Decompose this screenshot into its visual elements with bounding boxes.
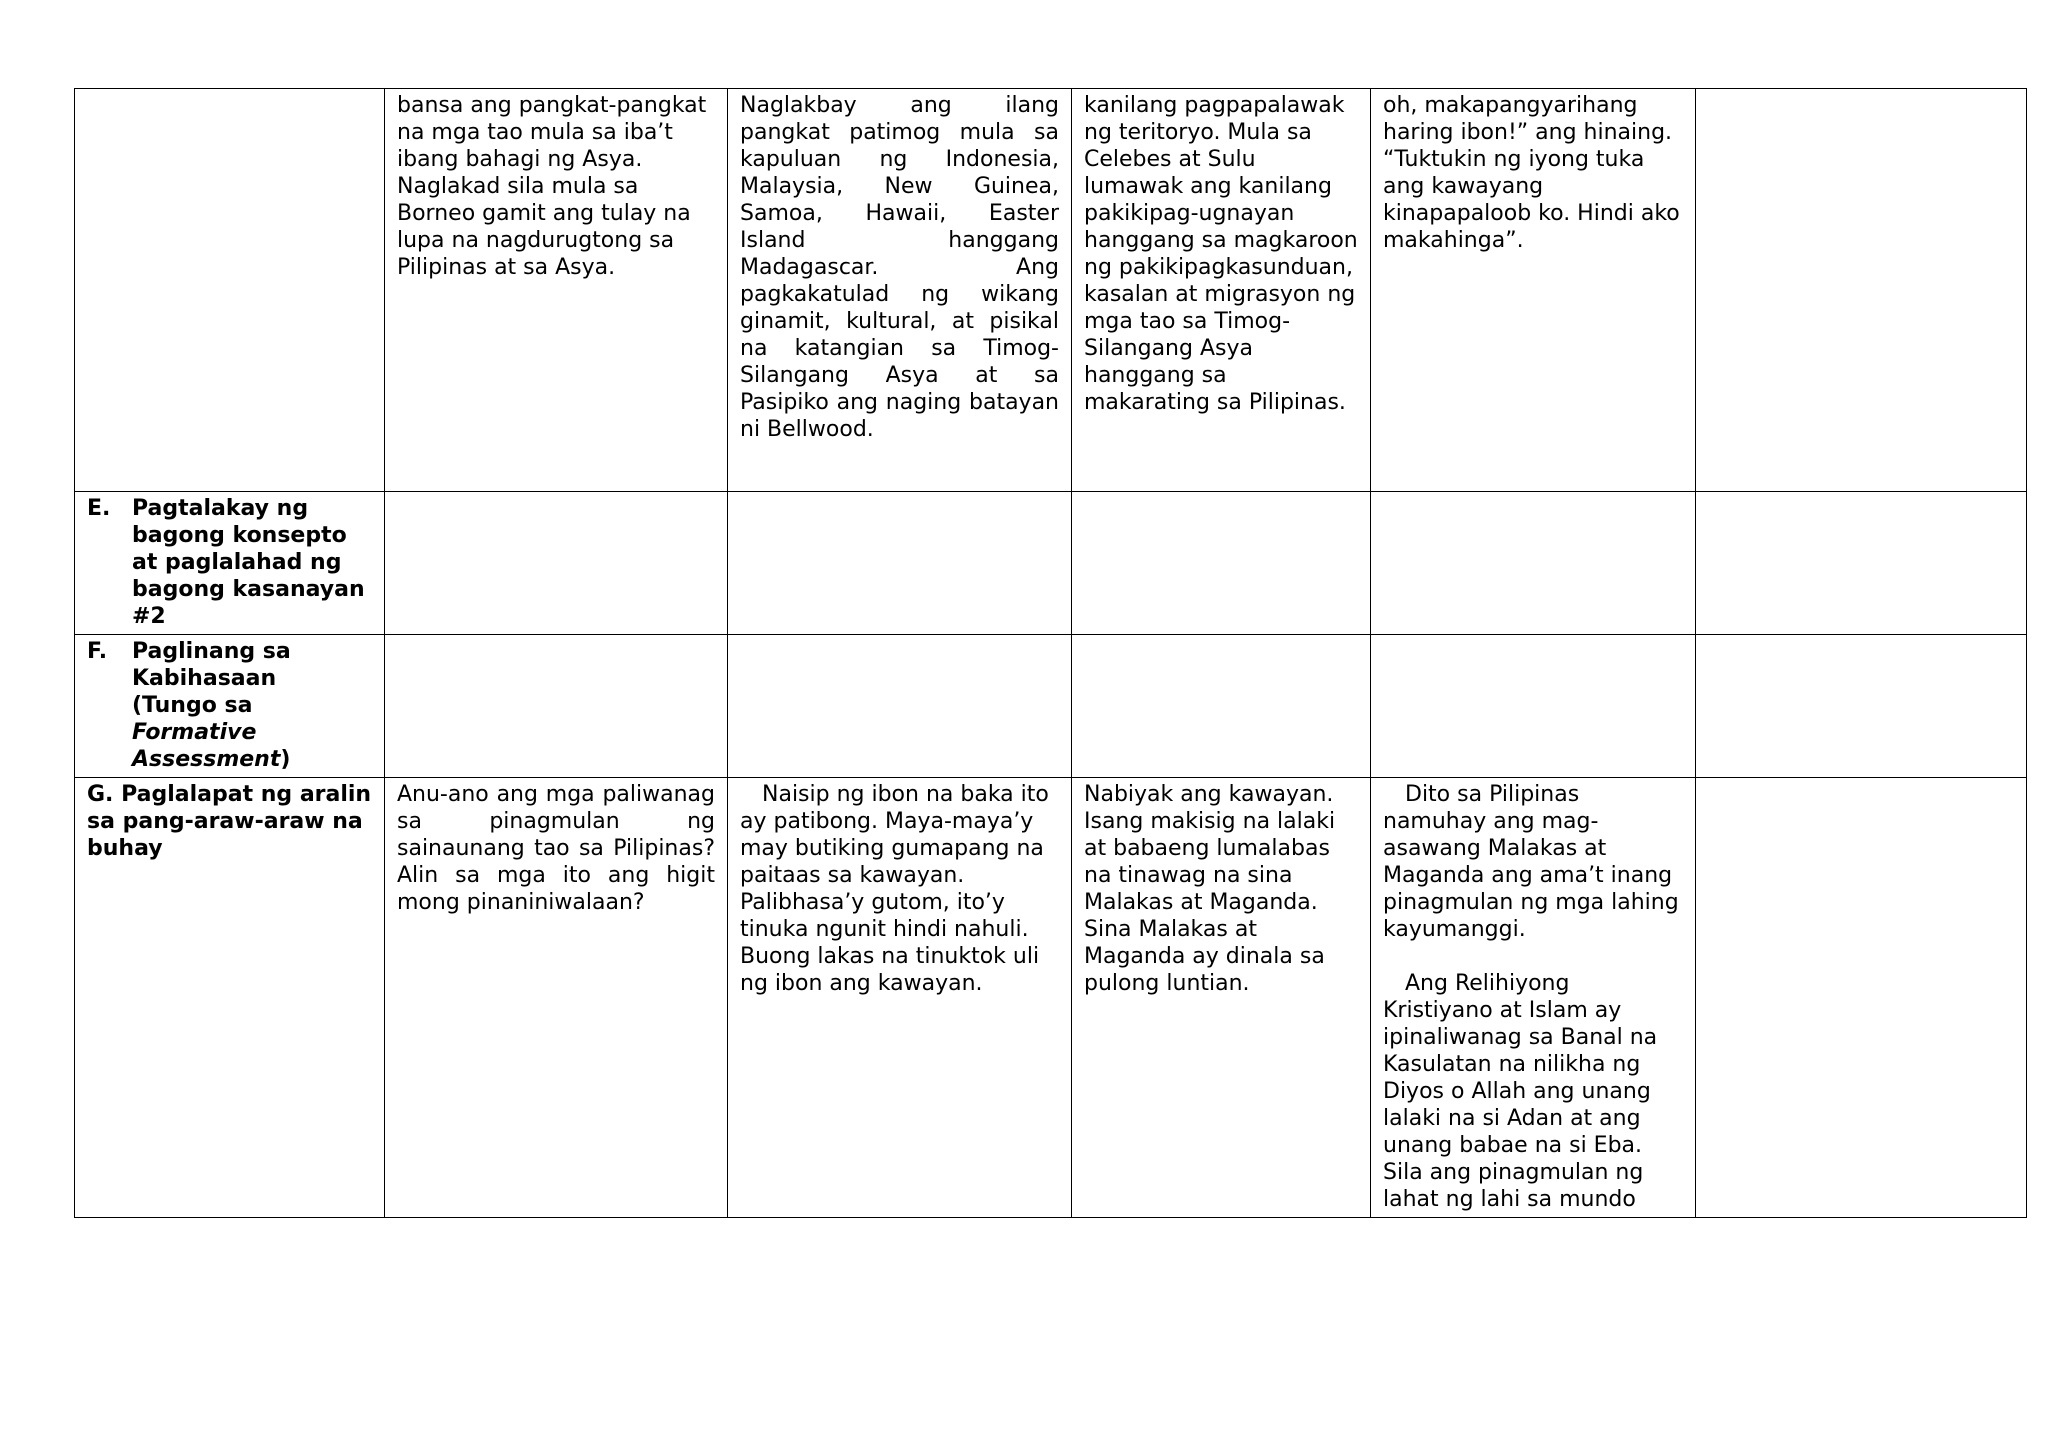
table-cell [1696,492,2027,635]
table-cell: oh, makapangyarihang haring ibon!” ang hinaing. “Tuktukin ng iyong tuka ang kawayang kinapapaloob ko. Hindi ako makahinga”. [1371,89,1696,492]
table-row [75,89,2027,492]
row-label [132,638,372,773]
table-cell [728,635,1072,778]
row-letter: F. [87,639,108,664]
row-label-line: Paglinang sa Kabihasaan [132,639,291,691]
table-cell: bansa ang pangkat-pangkat na mga tao mula sa iba’t ibang bahagi ng Asya. Naglakad sila mula sa Borneo gamit ang tulay na lupa na nagdurugtong sa Pilipinas at sa Asya. [385,89,728,492]
row-label-italic: Formative Assessment [132,720,281,772]
row-label-line: (Tungo sa [132,693,253,718]
table-cell: Nabiyak ang kawayan. Isang makisig na lalaki at babaeng lumalabas na tinawag na sina Malakas at Maganda. Sina Malakas at Maganda ay dinala sa pulong luntian. [1072,778,1371,1218]
table-cell: Naglakbay ang ilang pangkat patimog mula sa kapuluan ng Indonesia, Malaysia, New Guinea, Samoa, Hawaii, Easter Island hanggang Madagascar. Ang pagkakatulad ng wikang ginamit, kultural, at pisikal na katangian sa Timog-Silangang Asya at sa Pasipiko ang naging batayan ni Bellwood. [728,89,1072,492]
paragraph: Ang Relihiyong Kristiyano at Islam ay ipinaliwanag sa Banal na Kasulatan na nilikha ng Diyos o Allah ang unang lalaki na si Adan at ang unang babae na si Eba. Sila ang pinagmulan ng lahat ng lahi sa mundo [1383,971,1658,1212]
table-cell: Anu-ano ang mga paliwanag sa pinagmulan ng sainaunang tao sa Pilipinas? Alin sa mga ito ang higit mong pinaniniwalaan? [385,778,728,1218]
paragraph: Dito sa Pilipinas namuhay ang mag-asawang Malakas at Maganda ang ama’t inang pinagmulan ng mga lahing kayumanggi. [1383,782,1679,942]
table-cell [1371,635,1696,778]
table-cell [1696,778,2027,1218]
table-cell [385,492,728,635]
row-label: Pagtalakay ng bagong konsepto at paglalahad ng bagong kasanayan #2 [132,496,365,629]
table-cell [1072,492,1371,635]
row-label-cell [75,492,385,635]
table-cell [1696,635,2027,778]
row-label-cell [75,635,385,778]
table-cell [1696,89,2027,492]
table-cell [385,635,728,778]
row-letter: E. [87,496,111,521]
row-label-cell [75,89,385,492]
table-row [75,492,2027,635]
table-row [75,635,2027,778]
table-cell [1371,778,1696,1218]
table-cell [1371,492,1696,635]
lesson-plan-table [74,88,2027,1218]
table-cell [1072,635,1371,778]
row-label-cell: G. Paglalapat ng aralin sa pang-araw-araw na buhay [75,778,385,1218]
table-cell: Naisip ng ibon na baka ito ay patibong. Maya-maya’y may butiking gumapang na paitaas sa kawayan. Palibhasa’y gutom, ito’y tinuka ngunit hindi nahuli. Buong lakas na tinuktok uli ng ibon ang kawayan. [728,778,1072,1218]
table-row [75,778,2027,1218]
table-cell: kanilang pagpapalawak ng teritoryo. Mula sa Celebes at Sulu lumawak ang kanilang pakikipag-ugnayan hanggang sa magkaroon ng pakikipagkasunduan, kasalan at migrasyon ng mga tao sa Timog-Silangang Asya hanggang sa makarating sa Pilipinas. [1072,89,1371,492]
table-cell [728,492,1072,635]
row-label-line: ) [280,747,291,772]
